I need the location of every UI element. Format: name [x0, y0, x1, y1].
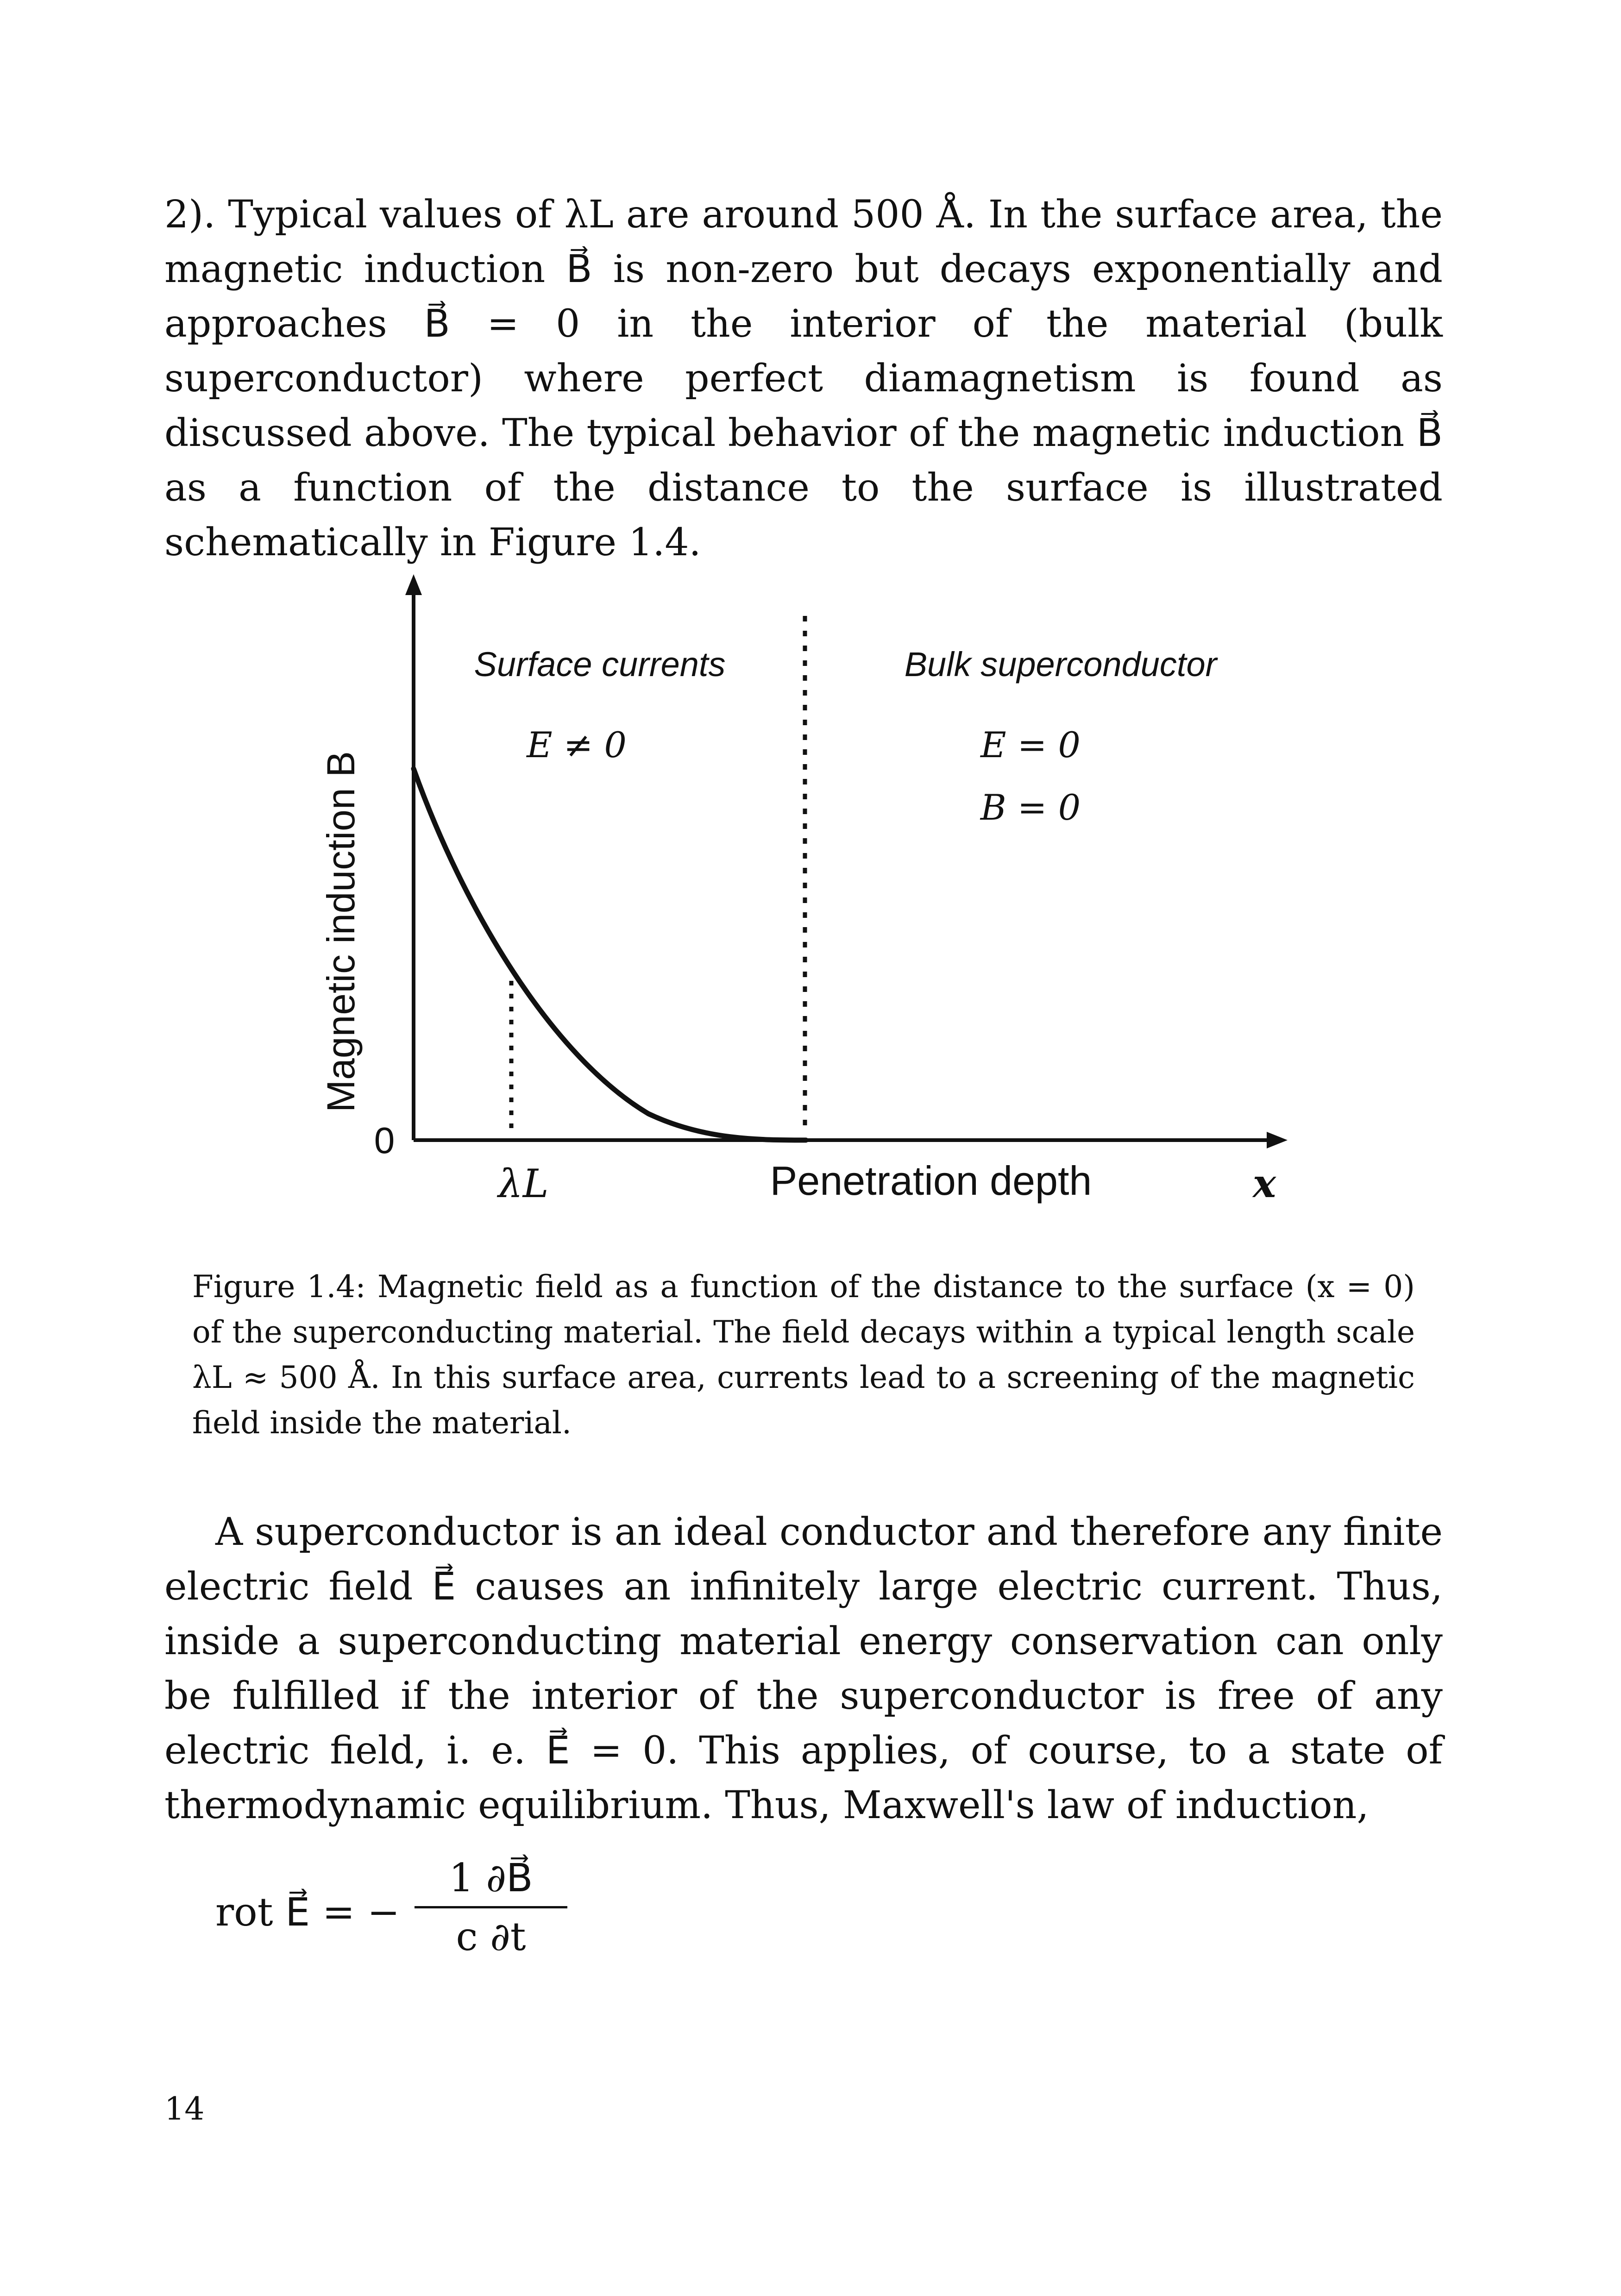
surface-currents-title: Surface currents [474, 645, 726, 684]
fraction-bar [415, 1906, 567, 1908]
paragraph-top: 2). Typical values of λL are around 500 Å. In the surface area, the magnetic induction B⃗ is non-zero but decays exponentially and approaches B⃗ = 0 in the interior of the material (bulk superconductor) where perfect diamagnetism is found as discussed above. The typical behavior of the magnetic induction B⃗ as a function of the distance to the surface is illustrated schematically in Figure 1.4. [164, 193, 1443, 565]
x-axis-arrowhead [1267, 1132, 1288, 1148]
equation-fraction [415, 1852, 567, 1962]
x-symbol-label: x [1252, 1161, 1276, 1206]
x-axis-label: Penetration depth [770, 1158, 1092, 1204]
equation-denominator: c ∂t [456, 1914, 526, 1959]
page-number: 14 [164, 2091, 205, 2127]
bulk-superconductor-title: Bulk superconductor [904, 645, 1217, 684]
paragraph-bottom: A superconductor is an ideal conductor and therefore any finite electric field E⃗ causes an infinitely large electric current. Thus, inside a superconducting material energy conservation can only be fulfilled if the interior of the superconductor is free of any electric field, i. e. E⃗ = 0. This applies, of course, to a state of thermodynamic equilibrium. Thus, Maxwell's law of induction, [164, 1510, 1443, 1827]
bulk-magnetic-field-equation: B = 0 [980, 787, 1081, 828]
decay-curve [414, 769, 806, 1140]
maxwell-induction-equation [215, 1852, 771, 1991]
bulk-electric-field-equation: E = 0 [980, 724, 1081, 765]
y-axis-arrowhead [405, 574, 422, 595]
y-axis-label: Magnetic induction B [319, 751, 363, 1112]
equation-lhs: rot E⃗ = − [215, 1889, 400, 1935]
figure-svg [0, 556, 1621, 1260]
lambda-label: λL [498, 1161, 549, 1206]
figure-caption: Figure 1.4: Magnetic field as a function of the distance to the surface (x = 0) of the superconducting material. The field decays within a typical length scale λL ≈ 500 Å. In this surface area, currents lead to a screening of the magnetic field inside the material. [192, 1269, 1415, 1441]
surface-field-equation: E ≠ 0 [527, 724, 627, 765]
equation-numerator: 1 ∂B⃗ [449, 1855, 533, 1901]
figure-1-4 [0, 556, 1621, 1260]
origin-label: 0 [374, 1120, 395, 1161]
